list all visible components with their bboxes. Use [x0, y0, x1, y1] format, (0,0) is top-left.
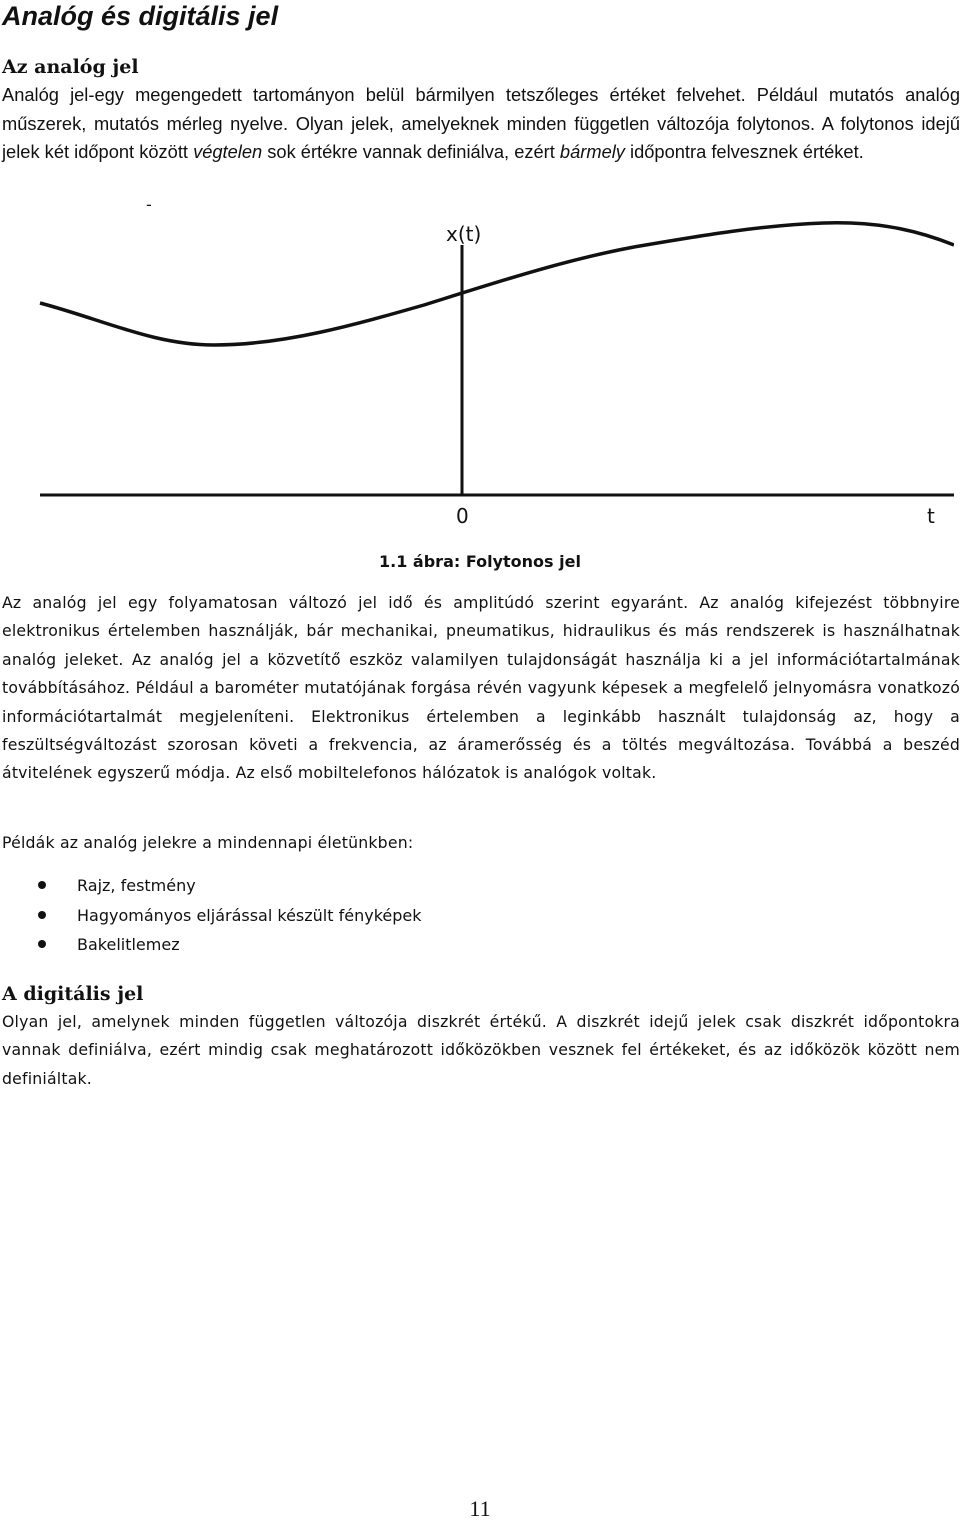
signal-curve: [40, 223, 954, 345]
text-run: Analóg jel-egy megengedett tartományon belül bármilyen tetszőleges értéket felvehet. Például mutatós analóg műszerek, mutatós mérleg nyelve. Olyan jelek, amelyeknek minden független változója folytonos. A folytonos idejű jelek két időpont között: [2, 84, 960, 163]
text-run: sok értékre vannak definiálva, ezért: [262, 141, 560, 163]
figure-caption-text: 1.1 ábra: Folytonos jel: [379, 552, 581, 571]
y-axis-label: x(t): [446, 222, 482, 246]
analog-section-heading: Az analóg jel: [2, 56, 139, 78]
page-title: Analóg és digitális jel: [2, 1, 279, 31]
digital-paragraph: Olyan jel, amelynek minden független változója diszkrét értékű. A diszkrét idejű jelek csak diszkrét időpontokra vannak definiálva, ezért mindig csak meghatározott időközökben vesznek fel értékeket, és az időközök között nem definiáltak.: [2, 1012, 960, 1088]
x-axis-label: t: [927, 504, 935, 528]
list-item: Rajz, festmény: [0, 871, 422, 901]
emphasis-text: bármely: [559, 141, 625, 163]
origin-label: 0: [456, 504, 469, 528]
bullet-icon: [38, 940, 46, 948]
page-number: 11: [469, 1496, 491, 1521]
examples-list: [0, 871, 422, 960]
examples-intro: Példák az analóg jelekre a mindennapi életünkben:: [2, 833, 414, 852]
digital-section-heading: A digitális jel: [2, 983, 144, 1005]
figure-caption: [0, 549, 960, 575]
text-run: időpontra felvesznek értéket.: [624, 141, 864, 163]
analog-intro-paragraph: [2, 81, 960, 167]
bullet-icon: [38, 911, 46, 919]
list-item: Bakelitlemez: [0, 930, 422, 960]
stray-mark: -: [146, 195, 152, 214]
analog-description-paragraph: Az analóg jel egy folyamatosan változó jel idő és amplitúdó szerint egyaránt. Az analóg kifejezést többnyire elektronikus értelemben használják, bár mechanikai, pneumatikus, hidraulikus és más rendszerek is használhatnak analóg jeleket. Az analóg jel a közvetítő eszköz valamilyen tulajdonságát használja ki a jel információtartalmának továbbításához. Például a barométer mutatójának forgása révén vagyunk képesek a megfelelő jelnyomásra vonatkozó információtartalmát megjeleníteni. Elektronikus értelemben a leginkább használt tulajdonság az, hogy a feszültségváltozást szorosan követi a frekvencia, az áramerősség és a töltés megváltozása. Továbbá a beszéd átvitelének egyszerű módja. Az első mobiltelefonos hálózatok is analógok voltak.: [2, 593, 960, 783]
emphasis-text: végtelen: [193, 141, 263, 163]
list-item: Hagyományos eljárással készült fényképek: [0, 901, 422, 931]
bullet-icon: [38, 881, 46, 889]
continuous-signal-figure: [24, 205, 954, 535]
